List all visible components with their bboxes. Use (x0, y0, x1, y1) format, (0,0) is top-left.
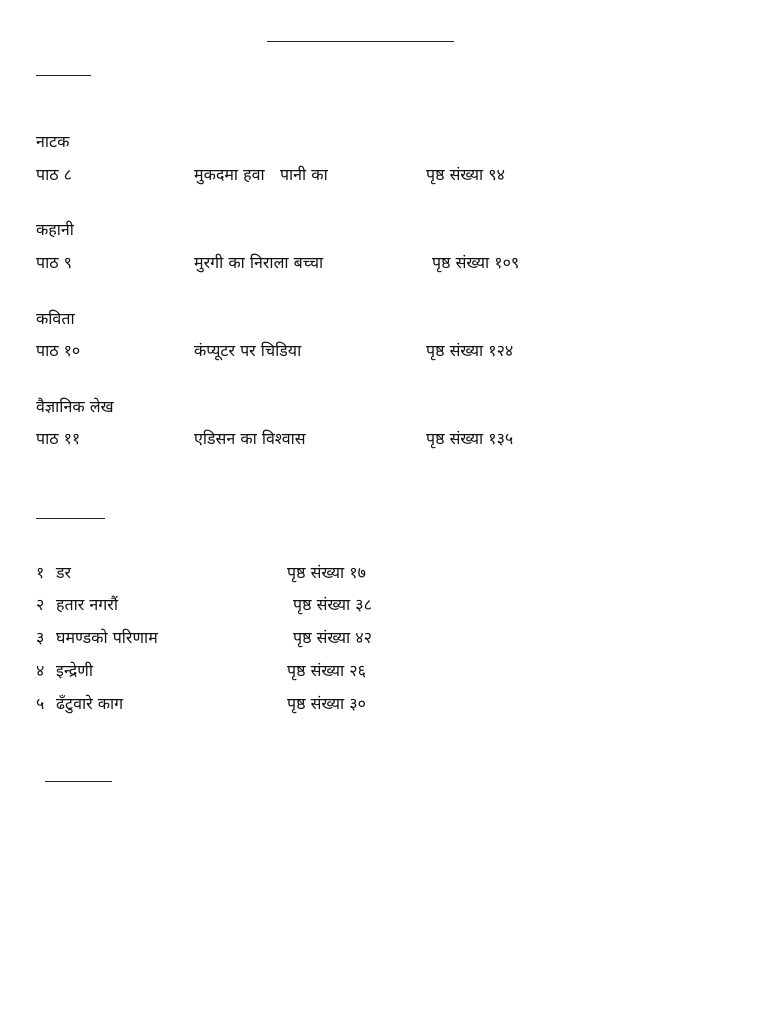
list-page-4: पृष्ठ संख्या २६ (287, 661, 366, 680)
list-num-3: ३ (36, 628, 45, 647)
section-page-4: पृष्ठ संख्या १३५ (426, 429, 514, 448)
list-title-5: ढँटुवारे काग (56, 694, 124, 713)
section-page-1: पृष्ठ संख्या ९४ (426, 165, 505, 184)
section-genre-3: कविता (36, 309, 75, 328)
section-lesson-3: पाठ १० (36, 341, 81, 360)
list-page-2: पृष्ठ संख्या ३८ (293, 595, 372, 614)
list-title-1: डर (56, 563, 72, 582)
section-lesson-2: पाठ ९ (36, 253, 72, 272)
section-lesson-1: पाठ ८ (36, 165, 72, 184)
section-page-3: पृष्ठ संख्या १२४ (426, 341, 514, 360)
section-title-2: मुरगी का निराला बच्चा (194, 253, 324, 272)
section-title-4: एडिसन का विश्वास (194, 429, 306, 448)
list-page-5: पृष्ठ संख्या ३० (287, 694, 366, 713)
heading-underline-2 (36, 518, 105, 519)
list-num-1: १ (36, 563, 45, 582)
list-title-4: इन्द्रेणी (56, 661, 94, 680)
list-page-1: पृष्ठ संख्या १७ (287, 563, 366, 582)
list-title-2: हतार नगरौं (56, 595, 118, 614)
section-genre-4: वैज्ञानिक लेख (36, 397, 114, 416)
heading-underline-3 (45, 781, 112, 782)
list-num-4: ४ (36, 661, 45, 680)
title-underline (267, 41, 454, 42)
section-title-1: मुकदमा हवा पानी का (194, 165, 328, 184)
section-lesson-4: पाठ ११ (36, 429, 81, 448)
list-num-5: ५ (36, 694, 45, 713)
section-page-2: पृष्ठ संख्या १०९ (432, 253, 520, 272)
list-title-3: घमण्डको परिणाम (56, 628, 158, 647)
section-genre-2: कहानी (36, 220, 74, 239)
list-num-2: २ (36, 595, 45, 614)
heading-underline-1 (36, 75, 91, 76)
section-title-3: कंप्यूटर पर चिडिया (194, 341, 302, 360)
list-page-3: पृष्ठ संख्या ४२ (293, 628, 372, 647)
section-genre-1: नाटक (36, 132, 70, 151)
